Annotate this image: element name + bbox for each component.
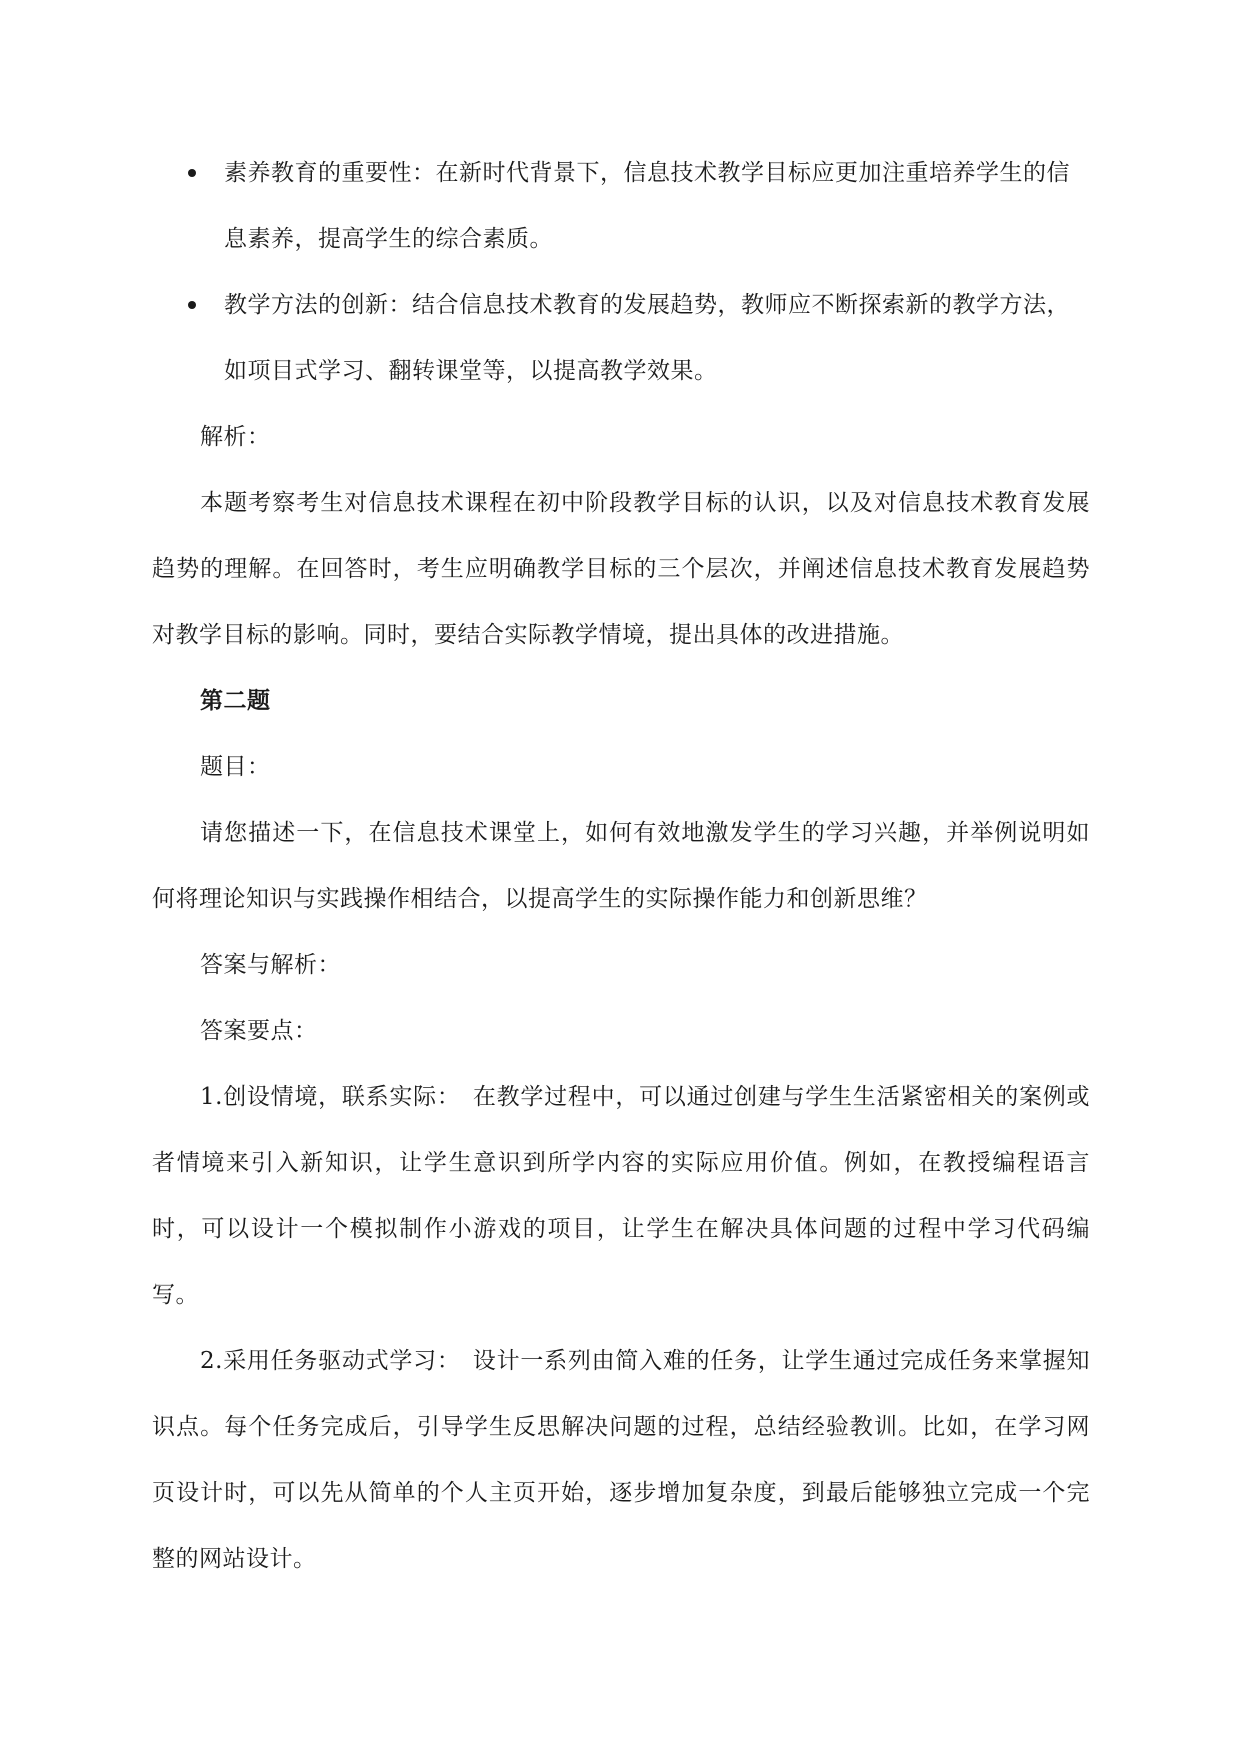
- bullet-dot-icon: [188, 169, 196, 177]
- answer-points-label: 答案要点：: [200, 1018, 318, 1044]
- bullet-text: 素养教育的重要性：在新时代背景下，信息技术教学目标应更加注重培养学生的信息素养，提高学生的综合素质。: [224, 160, 1070, 252]
- bullet-item-method: [152, 272, 1090, 404]
- answer-point-2: 2.采用任务驱动式学习： 设计一系列由简入难的任务，让学生通过完成任务来掌握知识点。每个任务完成后，引导学生反思解决问题的过程，总结经验教训。比如，在学习网页设计时，可以先从简单的个人主页开始，逐步增加复杂度，到最后能够独立完成一个完整的网站设计。: [152, 1348, 1090, 1572]
- answer-label: 答案与解析：: [200, 952, 341, 978]
- analysis-text: 本题考察考生对信息技术课程在初中阶段教学目标的认识，以及对信息技术教育发展趋势的理解。在回答时，考生应明确教学目标的三个层次，并阐述信息技术教育发展趋势对教学目标的影响。同时，要结合实际教学情境，提出具体的改进措施。: [152, 490, 1090, 648]
- bullet-item-literacy: [152, 140, 1090, 272]
- bullet-text: 教学方法的创新：结合信息技术教育的发展趋势，教师应不断探索新的教学方法，如项目式学习、翻转课堂等，以提高教学效果。: [224, 292, 1070, 384]
- bullet-dot-icon: [188, 301, 196, 309]
- question-2-heading: 第二题: [200, 687, 271, 714]
- analysis-label: 解析：: [200, 424, 271, 450]
- question-2-text: 请您描述一下，在信息技术课堂上，如何有效地激发学生的学习兴趣，并举例说明如何将理论知识与实践操作相结合，以提高学生的实际操作能力和创新思维？: [152, 820, 1090, 912]
- answer-point-1: 1.创设情境，联系实际： 在教学过程中，可以通过创建与学生生活紧密相关的案例或者情境来引入新知识，让学生意识到所学内容的实际应用价值。例如，在教授编程语言时，可以设计一个模拟制作小游戏的项目，让学生在解决具体问题的过程中学习代码编写。: [152, 1084, 1090, 1308]
- document-content: [152, 140, 1090, 1592]
- question-2-label: 题目：: [200, 754, 271, 780]
